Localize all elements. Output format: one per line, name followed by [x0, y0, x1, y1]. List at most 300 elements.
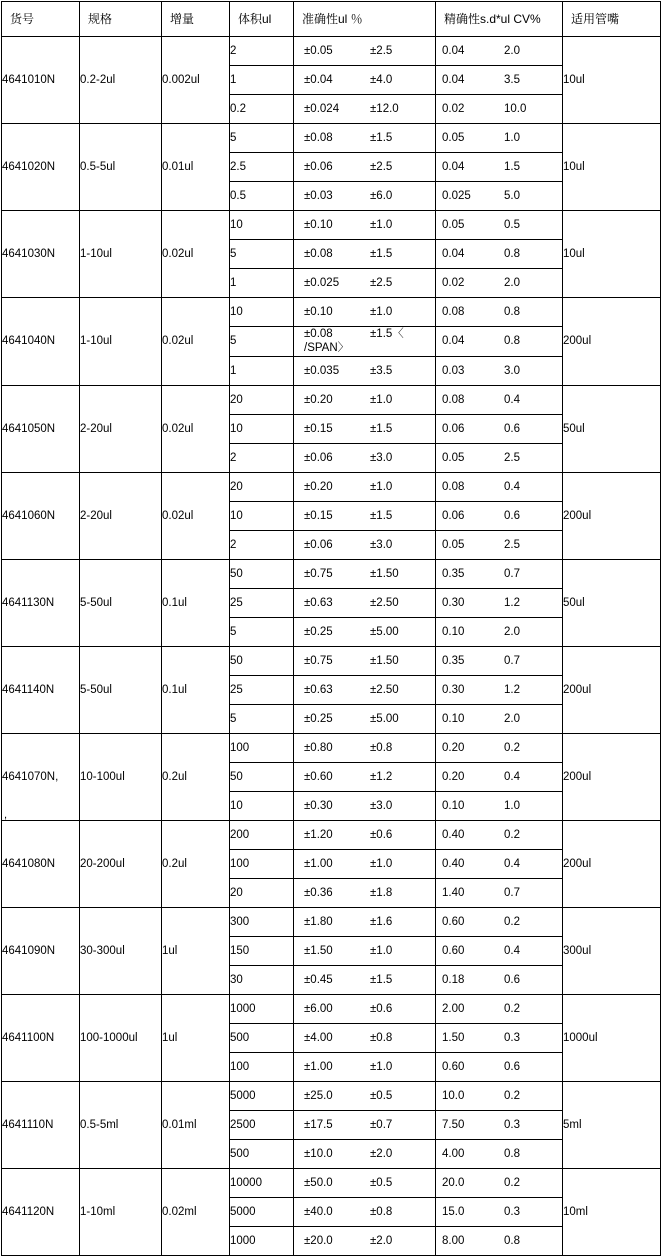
cell-range: 100-1000ul [80, 994, 162, 1081]
cell-volume: 25 [230, 675, 294, 704]
cell-accuracy [294, 1081, 436, 1110]
precision-sd: 0.20 [442, 770, 465, 783]
cell-accuracy [294, 994, 436, 1023]
cell-precision [436, 820, 563, 849]
stray-mark: , [4, 809, 8, 821]
table-row [2, 298, 661, 327]
cell-precision [436, 153, 563, 182]
cell-precision [436, 211, 563, 240]
cell-product-code: 4641080N [2, 820, 80, 907]
cell-accuracy [294, 269, 436, 298]
cell-precision [436, 298, 563, 327]
accuracy-ul: ±0.025 [304, 276, 340, 289]
accuracy-ul: ±1.20 [304, 828, 333, 841]
cell-volume: 0.2 [230, 95, 294, 124]
accuracy-ul: ±0.06 [304, 538, 333, 551]
cell-tip: 200ul [563, 820, 661, 907]
cell-tip: 50ul [563, 559, 661, 646]
precision-sd: 0.04 [442, 335, 465, 348]
cell-accuracy [294, 1139, 436, 1168]
accuracy-ul: ±4.00 [304, 1031, 333, 1044]
accuracy-percent: ±12.0 [370, 102, 399, 115]
cell-precision [436, 675, 563, 704]
accuracy-percent: ±0.5 [370, 1176, 393, 1189]
cell-accuracy [294, 298, 436, 327]
accuracy-ul: ±0.80 [304, 741, 333, 754]
precision-cv: 2.0 [504, 44, 520, 57]
precision-cv: 0.4 [504, 770, 520, 783]
table-row [2, 994, 661, 1023]
cell-accuracy [294, 1023, 436, 1052]
cell-accuracy [294, 646, 436, 675]
accuracy-ul: ±0.36 [304, 886, 333, 899]
accuracy-percent: ±1.0 [370, 944, 393, 957]
cell-precision [436, 501, 563, 530]
precision-sd: 0.60 [442, 1060, 465, 1073]
accuracy-percent: ±2.0 [370, 1147, 393, 1160]
cell-accuracy [294, 907, 436, 936]
cell-precision [436, 1226, 563, 1255]
accuracy-percent: ±2.5 [370, 276, 393, 289]
accuracy-percent: ±1.5 [370, 509, 393, 522]
cell-precision [436, 1052, 563, 1081]
table-body [2, 37, 661, 1256]
cell-precision [436, 617, 563, 646]
precision-cv: 1.2 [504, 596, 520, 609]
table-row [2, 37, 661, 66]
cell-range: 2-20ul [80, 385, 162, 472]
precision-cv: 2.5 [504, 451, 520, 464]
precision-sd: 0.10 [442, 712, 465, 725]
cell-volume: 300 [230, 907, 294, 936]
cell-accuracy [294, 762, 436, 791]
cell-precision [436, 1110, 563, 1139]
accuracy-percent: ±2.50 [370, 596, 399, 609]
precision-sd: 0.35 [442, 567, 465, 580]
accuracy-ul: ±0.60 [304, 770, 333, 783]
accuracy-ul: ±1.50 [304, 944, 333, 957]
accuracy-percent: ±1.6 [370, 915, 393, 928]
accuracy-ul: ±17.5 [304, 1118, 333, 1131]
cell-precision [436, 530, 563, 559]
table-row [2, 820, 661, 849]
cell-accuracy [294, 675, 436, 704]
cell-accuracy [294, 182, 436, 211]
cell-volume: 50 [230, 762, 294, 791]
accuracy-ul: ±0.75 [304, 654, 333, 667]
header-increment: 增量 [162, 2, 230, 37]
accuracy-ul: ±1.00 [304, 1060, 333, 1073]
precision-sd: 0.40 [442, 857, 465, 870]
cell-range: 10-100ul [80, 733, 162, 820]
precision-cv: 0.3 [504, 1205, 520, 1218]
precision-sd: 0.30 [442, 596, 465, 609]
cell-accuracy [294, 153, 436, 182]
cell-volume: 100 [230, 849, 294, 878]
accuracy-ul: ±25.0 [304, 1089, 333, 1102]
table-row [2, 733, 661, 762]
accuracy-percent: ±1.5 [370, 247, 393, 260]
cell-precision [436, 1197, 563, 1226]
spec-sheet [0, 1, 661, 1247]
cell-range: 0.5-5ml [80, 1081, 162, 1168]
accuracy-percent: ±1.0 [370, 1060, 393, 1073]
precision-cv: 10.0 [504, 102, 527, 115]
cell-accuracy [294, 965, 436, 994]
precision-cv: 0.6 [504, 973, 520, 986]
cell-volume: 10 [230, 298, 294, 327]
precision-cv: 0.4 [504, 480, 520, 493]
cell-precision [436, 414, 563, 443]
cell-precision [436, 124, 563, 153]
precision-cv: 0.6 [504, 422, 520, 435]
accuracy-ul: ±0.04 [304, 73, 333, 86]
accuracy-percent: ±0.6 [370, 828, 393, 841]
cell-precision [436, 327, 563, 357]
cell-product-code: 4641060N [2, 472, 80, 559]
accuracy-ul: ±0.30 [304, 799, 333, 812]
table-row [2, 646, 661, 675]
cell-precision [436, 704, 563, 733]
cell-tip: 200ul [563, 646, 661, 733]
precision-sd: 0.025 [442, 189, 471, 202]
cell-precision [436, 37, 563, 66]
cell-volume: 5 [230, 704, 294, 733]
cell-tip: 10ul [563, 211, 661, 298]
accuracy-percent: ±1.0 [370, 480, 393, 493]
precision-sd: 7.50 [442, 1118, 465, 1131]
cell-product-code: 4641090N [2, 907, 80, 994]
precision-cv: 1.0 [504, 131, 520, 144]
precision-cv: 0.2 [504, 1176, 520, 1189]
cell-tip: 50ul [563, 385, 661, 472]
cell-range: 5-50ul [80, 559, 162, 646]
header-row [2, 2, 661, 37]
cell-range: 2-20ul [80, 472, 162, 559]
precision-cv: 0.2 [504, 741, 520, 754]
accuracy-ul: ±1.80 [304, 915, 333, 928]
cell-accuracy [294, 559, 436, 588]
cell-precision [436, 269, 563, 298]
accuracy-percent: ±1.5 [370, 973, 393, 986]
table-row [2, 472, 661, 501]
accuracy-ul: ±0.10 [304, 218, 333, 231]
cell-product-code: 4641050N [2, 385, 80, 472]
accuracy-percent: ±0.7 [370, 1118, 393, 1131]
cell-tip: 300ul [563, 907, 661, 994]
cell-volume: 200 [230, 820, 294, 849]
precision-sd: 0.08 [442, 305, 465, 318]
cell-precision [436, 66, 563, 95]
cell-accuracy [294, 820, 436, 849]
cell-range: 1-10ul [80, 298, 162, 386]
cell-product-code: 4641120N [2, 1168, 80, 1255]
cell-volume: 100 [230, 1052, 294, 1081]
precision-sd: 0.05 [442, 218, 465, 231]
precision-cv: 2.0 [504, 712, 520, 725]
precision-cv: 2.5 [504, 538, 520, 551]
cell-volume: 50 [230, 646, 294, 675]
accuracy-ul: ±0.20 [304, 480, 333, 493]
cell-precision [436, 443, 563, 472]
accuracy-percent: ±0.8 [370, 741, 393, 754]
cell-precision [436, 385, 563, 414]
cell-volume: 2 [230, 37, 294, 66]
cell-volume: 0.5 [230, 182, 294, 211]
accuracy-percent: ±1.5 [370, 422, 393, 435]
cell-product-code: 4641130N [2, 559, 80, 646]
cell-precision [436, 762, 563, 791]
cell-accuracy [294, 240, 436, 269]
cell-volume: 500 [230, 1139, 294, 1168]
accuracy-percent: ±1.0 [370, 393, 393, 406]
cell-accuracy [294, 501, 436, 530]
accuracy-percent: ±1.0 [370, 218, 393, 231]
cell-increment: 0.01ul [162, 124, 230, 211]
accuracy-percent: ±1.50 [370, 654, 399, 667]
precision-cv: 0.6 [504, 509, 520, 522]
cell-precision [436, 965, 563, 994]
table-row [2, 1081, 661, 1110]
precision-sd: 15.0 [442, 1205, 465, 1218]
table-row [2, 559, 661, 588]
cell-accuracy [294, 878, 436, 907]
precision-cv: 3.5 [504, 73, 520, 86]
cell-product-code: 4641140N [2, 646, 80, 733]
accuracy-percent: ±0.8 [370, 1205, 393, 1218]
accuracy-percent: ±1.0 [370, 305, 393, 318]
cell-range: 5-50ul [80, 646, 162, 733]
cell-product-code: 4641040N [2, 298, 80, 386]
precision-cv: 0.3 [504, 1031, 520, 1044]
accuracy-percent: ±0.6 [370, 1002, 393, 1015]
precision-cv: 0.6 [504, 1060, 520, 1073]
cell-volume: 5 [230, 617, 294, 646]
cell-increment: 0.01ml [162, 1081, 230, 1168]
cell-volume: 500 [230, 1023, 294, 1052]
table-row [2, 124, 661, 153]
accuracy-ul: ±0.05 [304, 44, 333, 57]
precision-sd: 0.40 [442, 828, 465, 841]
precision-cv: 0.8 [504, 335, 520, 348]
cell-accuracy [294, 530, 436, 559]
cell-product-code: 4641100N [2, 994, 80, 1081]
table-row [2, 211, 661, 240]
cell-tip: 200ul [563, 298, 661, 386]
cell-tip: 5ml [563, 1081, 661, 1168]
cell-volume: 1000 [230, 994, 294, 1023]
cell-range: 20-200ul [80, 820, 162, 907]
cell-accuracy [294, 849, 436, 878]
cell-range: 0.5-5ul [80, 124, 162, 211]
cell-precision [436, 1139, 563, 1168]
accuracy-ul: ±0.10 [304, 305, 333, 318]
precision-cv: 1.5 [504, 160, 520, 173]
cell-increment: 0.02ul [162, 385, 230, 472]
cell-accuracy [294, 95, 436, 124]
cell-volume: 2.5 [230, 153, 294, 182]
precision-sd: 0.06 [442, 422, 465, 435]
accuracy-ul: ±0.03 [304, 189, 333, 202]
precision-sd: 0.04 [442, 73, 465, 86]
cell-volume: 150 [230, 936, 294, 965]
cell-range: 1-10ml [80, 1168, 162, 1255]
accuracy-percent: ±1.5 [370, 131, 393, 144]
cell-precision [436, 356, 563, 385]
accuracy-ul: ±1.00 [304, 857, 333, 870]
accuracy-percent: ±3.0 [370, 538, 393, 551]
cell-volume: 1 [230, 66, 294, 95]
cell-accuracy [294, 124, 436, 153]
accuracy-percent: ±0.8 [370, 1031, 393, 1044]
cell-precision [436, 733, 563, 762]
cell-volume: 1000 [230, 1226, 294, 1255]
accuracy-ul: ±0.63 [304, 596, 333, 609]
cell-volume: 1 [230, 356, 294, 385]
accuracy-percent: ±2.5 [370, 44, 393, 57]
precision-sd: 0.10 [442, 625, 465, 638]
precision-sd: 0.05 [442, 538, 465, 551]
cell-volume: 1 [230, 269, 294, 298]
precision-cv: 0.7 [504, 567, 520, 580]
accuracy-percent: ±5.00 [370, 712, 399, 725]
accuracy-ul: ±0.06 [304, 160, 333, 173]
cell-volume: 10 [230, 414, 294, 443]
cell-volume: 2 [230, 443, 294, 472]
accuracy-percent: ±2.5 [370, 160, 393, 173]
cell-precision [436, 994, 563, 1023]
precision-sd: 0.08 [442, 393, 465, 406]
accuracy-ul: ±0.20 [304, 393, 333, 406]
accuracy-percent: ±3.0 [370, 799, 393, 812]
cell-increment: 0.2ul [162, 820, 230, 907]
cell-accuracy [294, 704, 436, 733]
cell-accuracy [294, 791, 436, 820]
precision-cv: 1.2 [504, 683, 520, 696]
cell-tip: 10ul [563, 37, 661, 124]
precision-sd: 0.20 [442, 741, 465, 754]
cell-volume: 5 [230, 240, 294, 269]
cell-volume: 10 [230, 791, 294, 820]
cell-precision [436, 1081, 563, 1110]
cell-accuracy [294, 211, 436, 240]
accuracy-ul: ±10.0 [304, 1147, 333, 1160]
precision-sd: 0.05 [442, 451, 465, 464]
precision-sd: 8.00 [442, 1234, 465, 1247]
cell-increment: 1ul [162, 907, 230, 994]
precision-sd: 0.18 [442, 973, 465, 986]
cell-accuracy [294, 414, 436, 443]
cell-precision [436, 95, 563, 124]
accuracy-percent: ±6.0 [370, 189, 393, 202]
table-row [2, 907, 661, 936]
precision-cv: 0.5 [504, 218, 520, 231]
precision-cv: 0.2 [504, 1089, 520, 1102]
accuracy-percent: ±3.0 [370, 451, 393, 464]
cell-accuracy [294, 356, 436, 385]
header-precision: 精确性s.d*ul CV% [436, 2, 563, 37]
precision-cv: 0.7 [504, 886, 520, 899]
precision-cv: 0.4 [504, 393, 520, 406]
cell-accuracy [294, 588, 436, 617]
precision-cv: 0.2 [504, 1002, 520, 1015]
cell-product-code: 4641070N, , [2, 733, 80, 820]
cell-tip: 1000ul [563, 994, 661, 1081]
cell-product-code: 4641030N [2, 211, 80, 298]
header-volume: 体积ul [230, 2, 294, 37]
accuracy-ul: ±6.00 [304, 1002, 333, 1015]
cell-increment: 1ul [162, 994, 230, 1081]
accuracy-ul: ±0.63 [304, 683, 333, 696]
accuracy-percent: ±4.0 [370, 73, 393, 86]
precision-cv: 2.0 [504, 276, 520, 289]
precision-sd: 0.02 [442, 102, 465, 115]
header-code: 货号 [2, 2, 80, 37]
cell-volume: 50 [230, 559, 294, 588]
accuracy-percent: ±3.5 [370, 364, 393, 377]
precision-cv: 0.3 [504, 1118, 520, 1131]
accuracy-ul: ±0.25 [304, 712, 333, 725]
precision-cv: 3.0 [504, 364, 520, 377]
cell-increment: 0.02ul [162, 211, 230, 298]
cell-precision [436, 646, 563, 675]
cell-volume: 20 [230, 472, 294, 501]
header-range: 规格 [80, 2, 162, 37]
cell-increment: 0.02ul [162, 298, 230, 386]
accuracy-percent: ±2.50 [370, 683, 399, 696]
cell-volume: 10000 [230, 1168, 294, 1197]
precision-sd: 2.00 [442, 1002, 465, 1015]
cell-volume: 2500 [230, 1110, 294, 1139]
precision-cv: 0.4 [504, 857, 520, 870]
cell-increment: 0.02ml [162, 1168, 230, 1255]
precision-cv: 0.8 [504, 247, 520, 260]
cell-tip: 10ml [563, 1168, 661, 1255]
accuracy-ul: ±50.0 [304, 1176, 333, 1189]
cell-volume: 10 [230, 501, 294, 530]
cell-precision [436, 472, 563, 501]
accuracy-ul: ±0.08 [304, 131, 333, 144]
cell-volume: 20 [230, 878, 294, 907]
cell-precision [436, 240, 563, 269]
precision-sd: 0.04 [442, 247, 465, 260]
table-row [2, 385, 661, 414]
accuracy-ul: ±20.0 [304, 1234, 333, 1247]
precision-sd: 0.02 [442, 276, 465, 289]
cell-product-code: 4641110N [2, 1081, 80, 1168]
precision-cv: 0.8 [504, 1147, 520, 1160]
precision-sd: 4.00 [442, 1147, 465, 1160]
cell-accuracy [294, 472, 436, 501]
cell-increment: 0.1ul [162, 646, 230, 733]
cell-increment: 0.002ul [162, 37, 230, 124]
accuracy-ul: ±0.08 [304, 247, 333, 260]
cell-precision [436, 1023, 563, 1052]
cell-volume: 5000 [230, 1081, 294, 1110]
precision-cv: 0.4 [504, 944, 520, 957]
accuracy-percent: ±1.0 [370, 857, 393, 870]
precision-cv: 2.0 [504, 625, 520, 638]
header-tip: 适用管嘴 [563, 2, 661, 37]
cell-volume: 5000 [230, 1197, 294, 1226]
cell-range: 0.2-2ul [80, 37, 162, 124]
precision-sd: 0.60 [442, 944, 465, 957]
cell-range: 30-300ul [80, 907, 162, 994]
precision-sd: 0.03 [442, 364, 465, 377]
accuracy-percent: ±1.5〈 [370, 328, 404, 340]
cell-volume: 10 [230, 211, 294, 240]
precision-sd: 1.50 [442, 1031, 465, 1044]
